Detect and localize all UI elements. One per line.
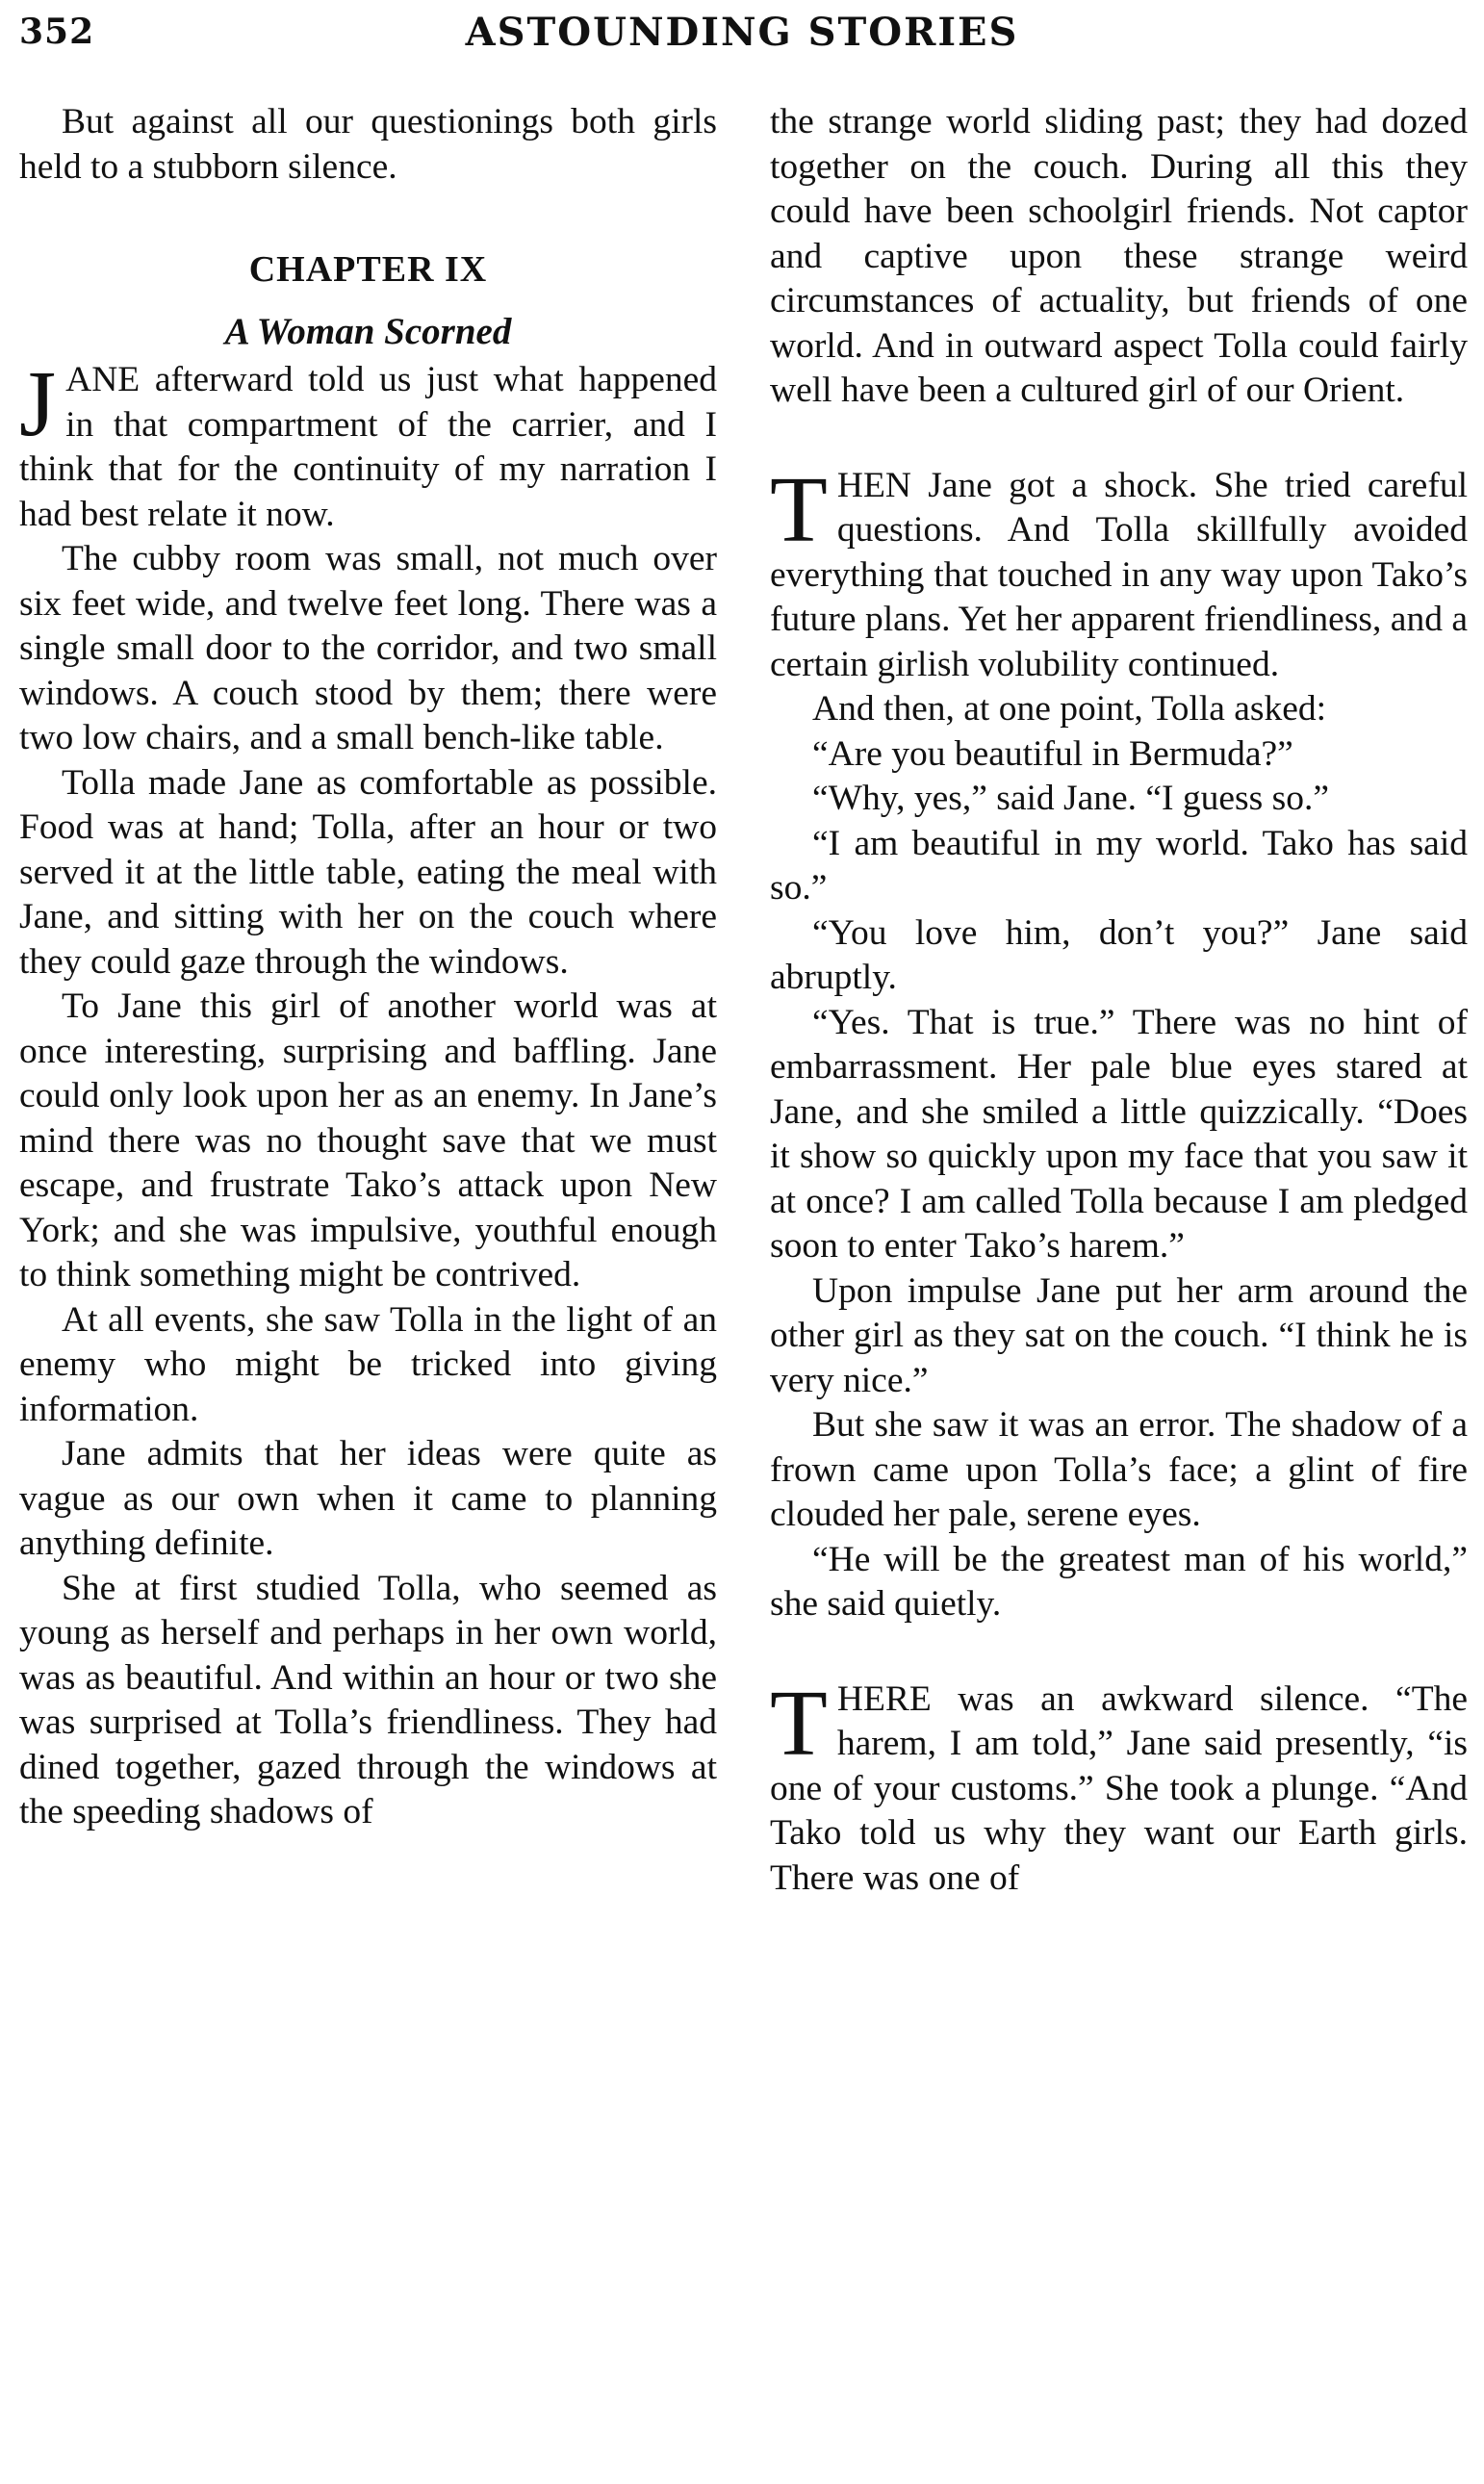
paragraph: the strange world sliding past; they had dozed together on the couch. During all this they could have been schoolgirl friends. Not captor and captive upon these strange weird circumstances of actuality, but friends of one world. And in outward aspect Tolla could fairly well have been a cultured girl of our Orient.	[770, 102, 1468, 410]
section-break	[770, 1627, 1468, 1677]
paragraph: But against all our questionings both girls held to a stubborn silence.	[19, 102, 717, 187]
paragraph: The cubby room was small, not much over six feet wide, and twelve feet long. There was a single small door to the corridor, and two small windows. A couch stood by them; there were two low chairs, and a small bench-like table.	[19, 539, 717, 757]
chapter-heading: CHAPTER IX	[248, 249, 488, 290]
paragraph: “He will be the greatest man of his world,” she said quietly.	[770, 1539, 1468, 1624]
drop-cap: T	[770, 1671, 828, 1776]
paragraph: “You love him, don’t you?” Jane said abruptly.	[770, 912, 1468, 997]
drop-cap-paragraph	[19, 352, 717, 537]
left-column	[19, 100, 717, 2477]
paragraph: Jane admits that her ideas were quite as vague as our own when it came to planning anything definite.	[19, 1434, 717, 1563]
section-break	[770, 414, 1468, 464]
drop-cap-paragraph	[770, 1671, 1468, 1902]
paragraph: Upon impulse Jane put her arm around the other girl as they sat on the couch. “I think he is very nice.”	[770, 1270, 1468, 1400]
running-title: ASTOUNDING STORIES	[465, 10, 1019, 55]
paragraph-text: ANE afterward told us just what happened in that compartment of the carrier, and I think that for the continuity of my narration I had best relate it now.	[19, 360, 717, 534]
paragraph: But she saw it was an error. The shadow of a frown came upon Tolla’s face; a glint of fire clouded her pale, serene eyes.	[770, 1405, 1468, 1534]
drop-cap-paragraph	[770, 457, 1468, 688]
paragraph: “Are you beautiful in Bermuda?”	[812, 733, 1293, 774]
page-header	[0, 0, 1484, 77]
paragraph: “I am beautiful in my world. Tako has said so.”	[770, 823, 1468, 908]
chapter-subtitle: A Woman Scorned	[224, 310, 512, 352]
drop-cap: J	[19, 352, 57, 456]
paragraph: Tolla made Jane as comfortable as possible. Food was at hand; Tolla, after an hour or two served it at the little table, eating the meal with Jane, and sitting with her on the couch where they could gaze through the windows.	[19, 762, 717, 982]
paragraph: To Jane this girl of another world was at once interesting, surprising and baffling. Jane could only look upon her as an enemy. In Jane’s mind there was no thought save that we must escape, and frustrate Tako’s attack upon New York; and she was impulsive, youthful enough to think something might be contrived.	[19, 986, 717, 1294]
paragraph: And then, at one point, Tolla asked:	[812, 689, 1327, 729]
paragraph: “Yes. That is true.” There was no hint of embarrassment. Her pale blue eyes stared at Jane, and she smiled a little quizzically. “Does it show so quickly upon my face that you saw it at once? I am called Tolla because I am pledged soon to enter Tako’s harem.”	[770, 1002, 1468, 1266]
right-column	[770, 100, 1468, 2477]
page-number: 352	[19, 12, 95, 52]
paragraph-text: HEN Jane got a shock. She tried careful questions. And Tolla skillfully avoided everything that touched in any way upon Tako’s future plans. Yet her apparent friendliness, and a certain girlish volubility continued.	[770, 465, 1468, 684]
paragraph-text: HERE was an awkward silence. “The harem, I am told,” Jane said presently, “is one of your customs.” She took a plunge. “And Tako told us why they want our Earth girls. There was one of	[770, 1678, 1468, 1898]
drop-cap: T	[770, 457, 828, 562]
paragraph: She at first studied Tolla, who seemed as young as herself and perhaps in her own world, was as beautiful. And within an hour or two she was surprised at Tolla’s friendliness. They had dined together, gazed through the windows at the speeding shadows of	[19, 1568, 717, 1831]
paragraph: At all events, she saw Tolla in the light of an enemy who might be tricked into giving information.	[19, 1299, 717, 1429]
paragraph: “Why, yes,” said Jane. “I guess so.”	[812, 779, 1329, 818]
